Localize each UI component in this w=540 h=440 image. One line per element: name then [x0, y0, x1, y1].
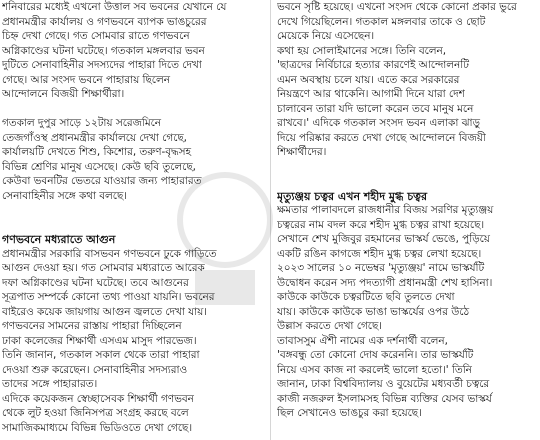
- body-text-line: সামাজিকমাধ্যমে বিভিন্ন ভিডিওতে দেখা গেছে।: [2, 421, 193, 434]
- section-heading: মৃত্যুঞ্জয় চত্বর এখন শহীদ মুগ্ধ চত্বর: [277, 189, 428, 203]
- body-text-line: দেখে গিয়েছিলেন। গতকাল মঙ্গলবার তাকে ও ছোট: [277, 15, 486, 28]
- body-text-line: শনিবারের মধ্যেই এখনো উত্তাল সব ভবনের যেখানে যে: [2, 1, 227, 13]
- body-text-line: তেজগাঁওস্থ প্রধানমন্ত্রীর কার্যালয়ে দেখা গেছে,: [2, 131, 187, 144]
- body-text-line: গণভবনের সামনের রাস্তায় পাহারা দিচ্ছিলেন: [2, 320, 182, 332]
- body-text-line: গতকাল দুপুর সাড়ে ১২টায় সরেজমিনে: [2, 117, 162, 129]
- body-text-line: তাদের সঙ্গে পাহারারত।: [2, 378, 98, 390]
- right-article-column: [277, 0, 539, 440]
- body-text-line: সেখানে শেখ মুজিবুর রহমানের ভাস্কর্য ভেঙে, পুড়িয়ে: [277, 233, 490, 245]
- body-text-line: চালাবেন তারা যদি ভালো করেন তবে মানুষ মনে: [277, 102, 474, 115]
- body-text-line: বাইরেও কয়েক জায়গায় আগুন জ্বলতে দেখা যায়।: [2, 305, 207, 318]
- body-text-line: [277, 174, 539, 189]
- left-article-column: [2, 0, 264, 440]
- body-text-line: [2, 218, 264, 233]
- body-text-line: একটি রঙিন কাগজে শহীদ মুগ্ধ চত্বর লেখা হয়েছে।: [277, 247, 482, 260]
- body-text-line: শিক্ষার্থীদের।: [277, 146, 327, 158]
- body-text-line: জানান, ঢাকা বিশ্ববিদ্যালয় ও বুয়েটের মধ্যবর্তী চত্বরে: [277, 378, 490, 390]
- body-text-line: কাউকে কাউকে চত্বরটিতে ছবি তুলতে দেখা: [277, 291, 455, 303]
- body-text-line: সূত্রপাত সম্পর্কে কোনো তথ্য পাওয়া যায়নি। ভবনের: [2, 291, 215, 303]
- body-text-line: মেয়েকে নিয়ে এসেছেন।: [277, 30, 375, 42]
- section-heading: গণভবনে মধ্যরাতে আগুন: [2, 233, 116, 246]
- body-text-line: ভবনে সৃষ্টি হয়েছে। এখনো সংসদ থেকে কোনো প্রকার ভুরে: [277, 1, 517, 13]
- body-text-line: প্রধানমন্ত্রীর সরকারি বাসভবন গণভবনে ঢুকে গাড়িতে: [2, 247, 217, 260]
- body-text-line: তাবাসসুম ঐশী নামের এক দর্শনার্থী বলেন,: [277, 334, 448, 347]
- body-text-line: ২০২৩ সালের ১০ নভেম্বর 'মৃত্যুঞ্জয়' নামে ভাস্কর্যটি: [277, 262, 485, 274]
- body-text-line: গেছে। আর সংসদ ভবনে পাহারায় ছিলেন: [2, 73, 170, 86]
- body-text-line: চত্বরের নাম বদল করে শহীদ মুগ্ধ চত্বর রাখা হয়েছে।: [277, 218, 485, 231]
- column-divider: [270, 0, 271, 440]
- body-text-line: এমন অবস্থায় চলে যায়। এতে করে সরকারের: [277, 73, 460, 86]
- body-text-line: উল্লাস করতে দেখা গেছে।: [277, 320, 382, 332]
- body-text-line: কার্যালয়টি দেখতে শিশু, কিশোর, তরুণ-বৃদ্ধসহ: [2, 146, 191, 158]
- body-text-line: কেউবা ভবনটির ভেতরে যাওয়ার জন্য পাহারারত: [2, 175, 202, 187]
- body-text-line: আন্দোলনে বিজয়ী শিক্ষার্থীরা।: [2, 88, 125, 100]
- body-text-line: অগ্নিকাণ্ডের ঘটনা ঘটেছে। গতকাল মঙ্গলবার ভবন: [2, 44, 205, 57]
- body-text-line: নিয়ে এসব কাজ না করলেই ভালো হতো।' তিনি: [277, 363, 472, 376]
- body-text-line: চিহ্ন দেখা গেছে। গত সোমবার রাতে গণভবনে: [2, 30, 190, 42]
- body-text-line: যায়। কাউকে কাউকে ভাঙা ভাস্কর্যের ওপর উঠে: [277, 305, 470, 318]
- body-text-line: 'বঙ্গবন্ধু তো কোনো দোষ করেননি। তার ভাস্কর্যটি: [277, 349, 474, 361]
- body-text-line: 'ছাত্রদের নির্বিচারে হত্যার কারণেই আন্দোলনটি: [277, 59, 469, 71]
- body-text-line: দফা অগ্নিকাণ্ডের ঘটনা ঘটেছে। তবে আগুনের: [2, 276, 189, 289]
- body-text-line: নিয়ন্ত্রণে আর থাকেনি। আগামী দিনে যারা দেশ: [277, 88, 465, 100]
- body-text-line: ছিল সেখানেও ভাঙচুর করা হয়েছে।: [277, 407, 422, 419]
- body-text-line: দেওয়া শুরু করেছেন। সেনাবাহিনীর সদস্যরাও: [2, 363, 188, 376]
- body-text-line: তিনি জানান, গতকাল সকাল থেকে তারা পাহারা: [2, 349, 200, 361]
- body-text-line: এদিকে কয়েকজন স্বেচ্ছাসেবক শিক্ষার্থী গণভবন: [2, 392, 194, 405]
- body-text-line: [277, 160, 539, 175]
- body-text-line: বিভিন্ন শ্রেণির মানুষ এসেছে। কেউ ছবি তুলেছে,: [2, 160, 196, 173]
- body-text-line: রাখবে।' এদিকে গতকাল সংসদ ভবন এলাকা ঝাড়ু: [277, 117, 480, 129]
- body-text-line: দিয়ে পরিষ্কার করতে দেখা গেছে আন্দোলনে বিজয়ী: [277, 131, 486, 144]
- body-text-line: উদ্বোধন করেন সদ্য পদত্যাগী প্রধানমন্ত্রী শেখ হাসিনা।: [277, 276, 493, 289]
- body-text-line: সেনাবাহিনীর সঙ্গে কথা বলছে।: [2, 189, 127, 202]
- body-text-line: আগুন দেওয়া হয়। গত সোমবার মধ্যরাতে আরেক: [2, 262, 205, 274]
- body-text-line: কাজী নজরুল ইসলামসহ বিভিন্ন ব্যক্তির যেসব ভাস্কর্য: [277, 392, 492, 405]
- body-text-line: [2, 102, 264, 117]
- body-text-line: কথা হয় সোলাইমানের সঙ্গে। তিনি বলেন,: [277, 44, 447, 57]
- body-text-line: ক্ষমতার পালাবদলে রাজধানীর বিজয় সরণির মৃত্যুঞ্জয়: [277, 204, 494, 216]
- body-text-line: [2, 203, 264, 218]
- body-text-line: প্রধানমন্ত্রীর কার্যালয় ও গণভবনে ব্যাপক ভাঙচুরের: [2, 15, 207, 28]
- body-text-line: দুটিতে সেনাবাহিনীর সদস্যদের পাহারা দিতে দেখা: [2, 59, 202, 71]
- body-text-line: থেকে লুট হওয়া জিনিসপত্র সংগ্রহ করছে বলে: [2, 407, 189, 419]
- body-text-line: ঢাকা কলেজের শিক্ষার্থী এসএম মাসুদ পারভেজ।: [2, 334, 197, 347]
